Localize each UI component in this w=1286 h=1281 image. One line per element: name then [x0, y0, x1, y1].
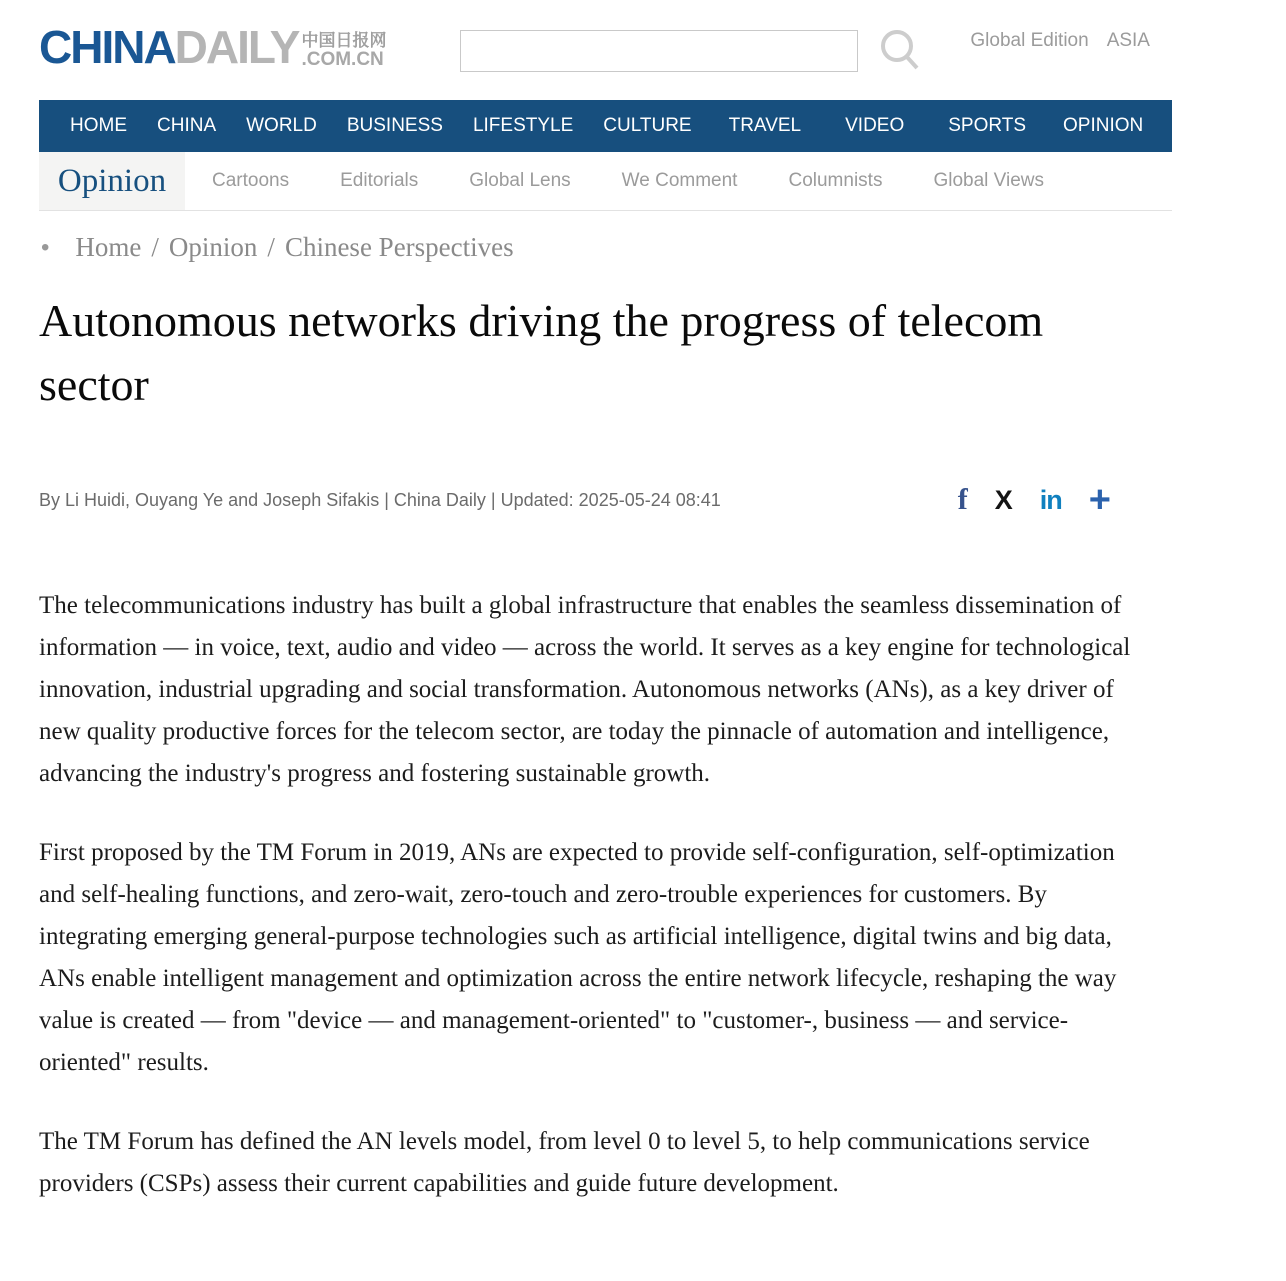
- subnav-active-opinion[interactable]: Opinion: [39, 152, 185, 210]
- global-edition-link[interactable]: Global Edition: [970, 30, 1089, 51]
- nav-item-sports[interactable]: SPORTS: [948, 115, 1027, 136]
- subnav-item-global-lens[interactable]: Global Lens: [469, 170, 571, 191]
- nav-item-culture[interactable]: CULTURE: [603, 115, 692, 136]
- logo-chinese-text: 中国日报网: [301, 30, 387, 50]
- subnav-item-global-views[interactable]: Global Views: [933, 170, 1044, 191]
- nav-item-lifestyle[interactable]: LIFESTYLE: [472, 115, 574, 136]
- nav-item-opinion[interactable]: OPINION: [1063, 115, 1144, 136]
- opinion-subnav: [39, 152, 1172, 211]
- article-paragraph: First proposed by the TM Forum in 2019, ANs are expected to provide self-configuration, self-optimization and self-healing functions, and zero-wait, zero-touch and zero-trouble experiences for customers. By integrating emerging general-purpose technologies such as artificial intelligence, digital twins and big data, ANs enable intelligent management and optimization across the entire network lifecycle, reshaping the way value is created — from "device — and management-oriented" to "customer-, business — and service-oriented" results.: [39, 839, 1117, 1076]
- subnav-links: [185, 170, 1044, 192]
- logo-domain-text: .COM.CN: [301, 49, 384, 71]
- nav-item-video[interactable]: VIDEO: [845, 115, 905, 136]
- nav-item-business[interactable]: BUSINESS: [346, 115, 443, 136]
- subnav-item-editorials[interactable]: Editorials: [340, 170, 419, 191]
- article-byline: By Li Huidi, Ouyang Ye and Joseph Sifakis | China Daily | Updated: 2025-05-24 08:41: [39, 489, 721, 510]
- asia-link[interactable]: ASIA: [1106, 30, 1150, 51]
- nav-item-regional[interactable]: REGIONAL: [1173, 115, 1272, 136]
- article-body: [39, 585, 1134, 1205]
- subnav-item-we-comment[interactable]: We Comment: [621, 170, 738, 191]
- nav-item-china[interactable]: CHINA: [157, 115, 217, 136]
- logo-right-block: [301, 31, 386, 70]
- breadcrumb-home[interactable]: Home: [75, 232, 142, 262]
- search-icon[interactable]: [878, 27, 922, 76]
- edition-links: [970, 30, 1150, 52]
- breadcrumb-opinion[interactable]: Opinion: [168, 232, 258, 262]
- nav-item-travel[interactable]: TRAVEL: [728, 115, 802, 136]
- share-icons: [958, 481, 1133, 519]
- article-paragraph: The TM Forum has defined the AN levels model, from level 0 to level 5, to help communications service providers (CSPs) assess their current capabilities and guide future development.: [39, 1128, 1090, 1197]
- breadcrumb-chinese-perspectives[interactable]: Chinese Perspectives: [284, 232, 514, 262]
- more-share-icon[interactable]: +: [1088, 479, 1111, 521]
- chinadaily-logo[interactable]: [39, 21, 387, 73]
- article-title: Autonomous networks driving the progress of telecom sector: [39, 295, 1044, 410]
- article-paragraph: The telecommunications industry has built a global infrastructure that enables the seamless dissemination of information — in voice, text, audio and video — across the world. It serves as a key engine for technological innovation, industrial upgrading and social transformation. Autonomous networks (ANs), as a key driver of new quality productive forces for the telecom sector, are today the pinnacle of automation and intelligence, advancing the industry's progress and fostering sustainable growth.: [39, 592, 1131, 787]
- subnav-item-cartoons[interactable]: Cartoons: [212, 170, 290, 191]
- search-input[interactable]: [460, 30, 858, 72]
- x-share-icon[interactable]: X: [994, 484, 1013, 515]
- main-navigation: [39, 100, 1272, 152]
- site-header: [0, 0, 1172, 100]
- nav-item-world[interactable]: WORLD: [246, 115, 317, 136]
- linkedin-share-icon[interactable]: in: [1039, 484, 1062, 515]
- byline-row: [39, 481, 1133, 519]
- breadcrumb: [41, 232, 1172, 263]
- subnav-item-columnists[interactable]: Columnists: [788, 170, 883, 191]
- breadcrumb-bullet-icon: •: [41, 233, 50, 261]
- breadcrumb-separator: /: [267, 232, 275, 262]
- nav-item-home[interactable]: HOME: [70, 115, 127, 136]
- logo-text-china: CHINA: [39, 21, 175, 73]
- logo-text-daily: DAILY: [174, 21, 299, 73]
- breadcrumb-separator: /: [151, 232, 159, 262]
- facebook-share-icon[interactable]: f: [957, 483, 968, 516]
